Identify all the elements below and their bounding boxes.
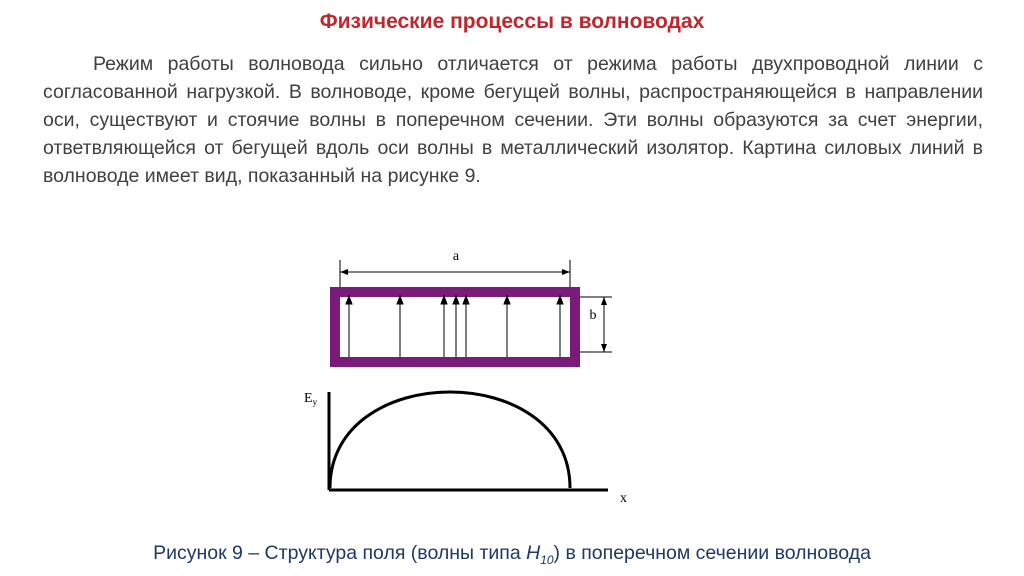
axis-y-subscript: y — [312, 397, 318, 407]
field-line-arrow — [504, 296, 510, 304]
figure-caption — [0, 542, 1024, 567]
field-line-arrow — [453, 296, 459, 304]
caption-symbol: H — [526, 542, 541, 564]
dimension-b-arrow-bottom — [601, 344, 607, 352]
waveguide-figure — [290, 240, 650, 515]
dimension-a-arrow-left — [340, 269, 348, 275]
caption-text-after: ) в поперечном сечении волновода — [553, 542, 871, 564]
axis-y-label — [304, 391, 318, 407]
field-line-arrow — [346, 296, 352, 304]
dimension-b-arrow-top — [601, 297, 607, 305]
field-line-arrow — [463, 296, 469, 304]
field-line-arrow — [397, 296, 403, 304]
body-paragraph: Режим работы волновода сильно отличается от режима работы двухпроводной линии с согласованной нагрузкой. В волноводе, кроме бегущей волны, распространяющейся в направлении оси, существуют и стоячие волны в поперечном сечении. Эти волны образуются за счет энергии, ответвляющейся от бегущей вдоль оси волны в металлический изолятор. Картина силовых линий в волноводе имеет вид, показанный на рисунке 9. — [43, 53, 983, 187]
axis-x-label: x — [620, 491, 627, 506]
dimension-a-label: a — [452, 249, 460, 264]
caption-subscript: 10 — [540, 552, 554, 567]
caption-text-before: Рисунок 9 – Структура поля (волны типа — [153, 542, 527, 564]
field-line-arrow — [557, 296, 563, 304]
slide-title: Физические процессы в волноводах — [319, 10, 705, 33]
axis-y-letter: E — [304, 391, 313, 406]
dimension-b-label: b — [589, 308, 597, 323]
dimension-a-arrow-right — [562, 269, 570, 275]
ey-distribution-curve — [330, 392, 570, 488]
field-line-arrow — [441, 296, 447, 304]
field-lines — [346, 296, 563, 357]
